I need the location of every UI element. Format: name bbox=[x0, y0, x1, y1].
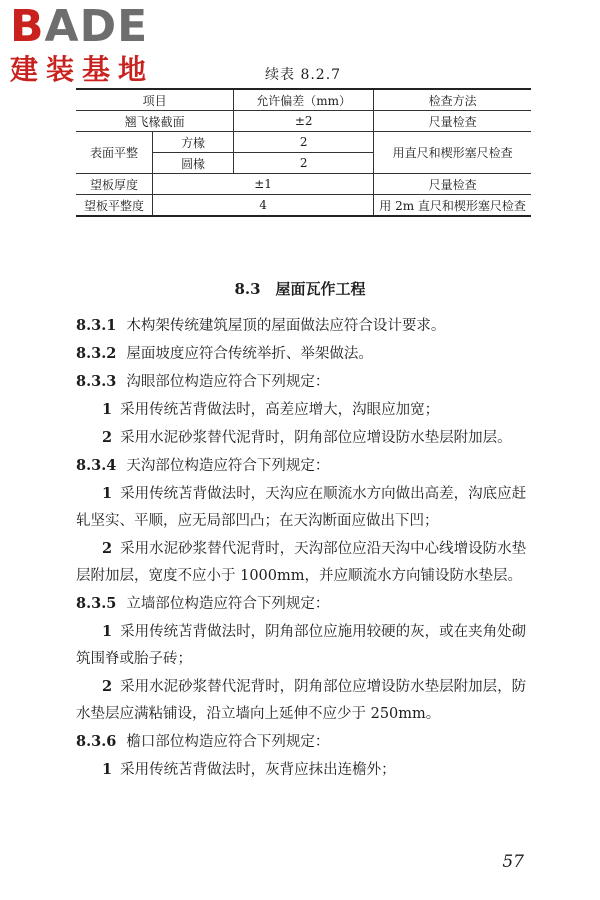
clause-8-3-5: 8.3.5 立墙部位构造应符合下列规定： bbox=[76, 595, 330, 612]
logo-wordmark: BADE bbox=[10, 1, 149, 52]
tolerance-table bbox=[76, 88, 531, 217]
clause-item: 1 采用传统苫背做法时，高差应增大，沟眼应加宽； bbox=[102, 401, 440, 418]
clause-item: 2 采用水泥砂浆替代泥背时，天沟部位应沿天沟中心线增设防水垫层附加层，宽度不应小于 1000mm，并应顺流水方向铺设防水垫层。 bbox=[76, 540, 527, 584]
section-title: 8.3 屋面瓦作工程 bbox=[234, 280, 366, 298]
header-method: 检查方法 bbox=[374, 89, 531, 111]
clause-item: 1 采用传统苫背做法时，灰背应抹出连檐外； bbox=[102, 761, 396, 778]
table-header-row bbox=[76, 89, 531, 111]
page-number: 57 bbox=[502, 852, 524, 872]
clause-8-3-6: 8.3.6 檐口部位构造应符合下列规定： bbox=[76, 733, 330, 750]
clause-8-3-2: 8.3.2 屋面坡度应符合传统举折、举架做法。 bbox=[76, 345, 373, 362]
clause-item: 1 采用传统苫背做法时，天沟应在顺流水方向做出高差，沟底应赶轧坚实、平顺，应无局部凹凸；在天沟断面应做出下凹； bbox=[76, 485, 527, 529]
bade-logo bbox=[10, 1, 155, 86]
clause-8-3-4: 8.3.4 天沟部位构造应符合下列规定： bbox=[76, 457, 330, 474]
logo-subtitle: 建装基地 bbox=[10, 53, 155, 86]
clause-item: 2 采用水泥砂浆替代泥背时，阴角部位应增设防水垫层附加层，防水垫层应满粘铺设，沿立墙向上延伸不应少于 250mm。 bbox=[76, 678, 527, 722]
table-row: 翘飞椽截面 ±2 尺量检查 bbox=[76, 111, 531, 132]
header-deviation: 允许偏差（mm） bbox=[234, 89, 374, 111]
table-caption: 续表 8.2.7 bbox=[265, 67, 342, 83]
clause-item: 1 采用传统苫背做法时，阴角部位应施用较硬的灰，或在夹角处砌筑围脊或胎子砖； bbox=[76, 623, 527, 667]
table-row: 望板厚度 ±1 尺量检查 bbox=[76, 174, 531, 195]
table-row: 表面平整 方椽 2 用直尺和楔形塞尺检查 bbox=[76, 132, 531, 153]
clause-8-3-3: 8.3.3 沟眼部位构造应符合下列规定： bbox=[76, 373, 330, 390]
document-body bbox=[76, 312, 538, 784]
table-row: 望板平整度 4 用 2m 直尺和楔形塞尺检查 bbox=[76, 195, 531, 217]
table-row: 圆椽 2 bbox=[76, 153, 531, 174]
clause-item: 2 采用水泥砂浆替代泥背时，阴角部位应增设防水垫层附加层。 bbox=[102, 429, 512, 446]
header-item: 项目 bbox=[76, 89, 234, 111]
clause-8-3-1: 8.3.1 木构架传统建筑屋顶的屋面做法应符合设计要求。 bbox=[76, 317, 446, 334]
